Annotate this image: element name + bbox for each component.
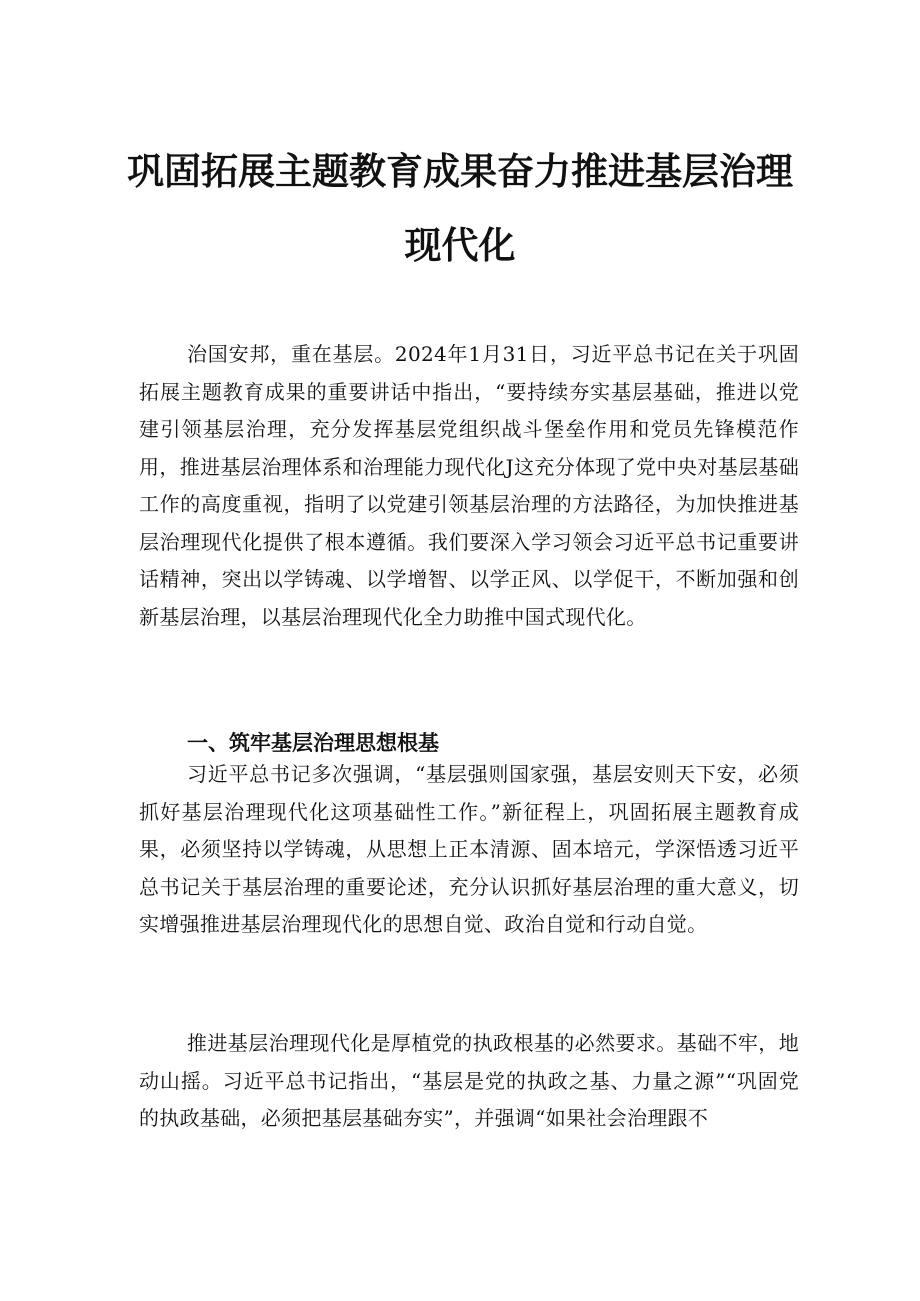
document-title-line-1: 巩固拓展主题教育成果奋力推进基层治理 bbox=[127, 150, 793, 193]
intro-paragraph: 治国安邦，重在基层。2024年1月31日，习近平总书记在关于巩固拓展主题教育成果的重要讲话中指出，“要持续夯实基层基础，推进以党建引领基层治理，充分发挥基层党组织战斗堡垒作用和党员先锋模范作用，推进基层治理体系和治理能力现代化J这充分体现了党中央对基层基础工作的高度重视，指明了以党建引领基层治理的方法路径，为加快推进基层治理现代化提供了根本遵循。我们要深入学习领会习近平总书记重要讲话精神，突出以学铸魂、以学增智、以学正风、以学促干，不断加强和创新基层治理，以基层治理现代化全力助推中国式现代化。 bbox=[139, 342, 799, 629]
section-1-paragraph-1: 习近平总书记多次强调，“基层强则国家强，基层安则天下安，必须抓好基层治理现代化这项基础性工作。”新征程上，巩固拓展主题教育成果，必须坚持以学铸魂，从思想上正本清源、固本培元，学深悟透习近平总书记关于基层治理的重要论述，充分认识抓好基层治理的重大意义，切实增强推进基层治理现代化的思想自觉、政治自觉和行动自觉。 bbox=[139, 762, 799, 936]
section-heading-1: 一、筑牢基层治理思想根基 bbox=[187, 731, 439, 755]
section-1-paragraph-2: 推进基层治理现代化是厚植党的执政根基的必然要求。基础不牢，地动山摇。习近平总书记指出，“基层是党的执政之基、力量之源”“巩固党的执政基础，必须把基层基础夯实”，并强调“如果社会治理跟不 bbox=[139, 1031, 799, 1130]
document-title-line-2: 现代化 bbox=[404, 224, 516, 267]
